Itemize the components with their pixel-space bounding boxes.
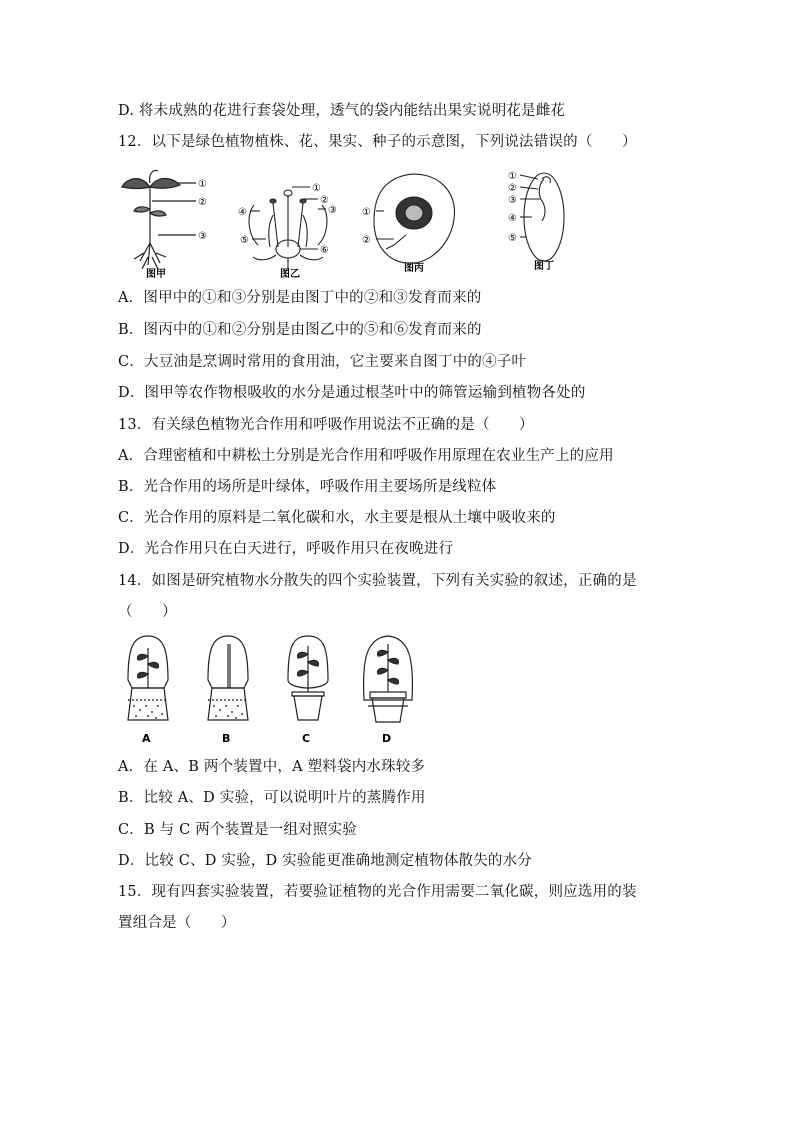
ding-mark-3: ③ [508, 195, 517, 206]
apparatus-d [364, 636, 413, 722]
jia-mark-1: ① [198, 179, 207, 190]
q13-option-a: A．合理密植和中耕松土分别是光合作用和呼吸作用原理在农业生产上的应用 [118, 448, 614, 464]
caption-ding: 图丁 [534, 261, 554, 272]
q12-option-a: A．图甲中的①和③分别是由图丁中的②和③发育而来的 [118, 290, 482, 306]
figure-14-drawing [118, 630, 438, 746]
caption-b: B [222, 732, 231, 745]
caption-jia: 图甲 [146, 269, 166, 280]
q12-stem: 12．以下是绿色植物植株、花、果实、种子的示意图，下列说法错误的（ ） [118, 134, 637, 150]
bing-mark-2: ② [362, 235, 371, 246]
jia-mark-2: ② [198, 197, 207, 208]
q14-option-b: B．比较 A、D 实验，可以说明叶片的蒸腾作用 [118, 790, 426, 806]
q13-option-c: C．光合作用的原料是二氧化碳和水，水主要是根从土壤中吸收来的 [118, 510, 556, 526]
q14-answer-paren: （ ） [118, 604, 177, 620]
q14-stem: 14．如图是研究植物水分散失的四个实验装置，下列有关实验的叙述，正确的是 [118, 573, 637, 589]
caption-bing: 图丙 [404, 263, 424, 274]
figure-12 [118, 165, 578, 280]
q15-stem-continued: 置组合是（ ） [118, 915, 236, 931]
q13-option-d: D．光合作用只在白天进行，呼吸作用只在夜晚进行 [118, 541, 454, 557]
yi-mark-1: ① [312, 183, 321, 194]
q13-option-b: B．光合作用的场所是叶绿体，呼吸作用主要场所是线粒体 [118, 479, 497, 495]
ding-mark-5: ⑤ [508, 233, 517, 244]
apparatus-b [208, 636, 248, 720]
yi-mark-5: ⑤ [240, 235, 249, 246]
bing-mark-1: ① [362, 207, 371, 218]
yi-mark-2: ② [320, 195, 329, 206]
apparatus-a [128, 636, 168, 720]
caption-a: A [142, 732, 151, 745]
q12-option-d: D．图甲等农作物根吸收的水分是通过根茎叶中的筛管运输到植物各处的 [118, 385, 586, 401]
q13-stem: 13．有关绿色植物光合作用和呼吸作用说法不正确的是（ ） [118, 417, 534, 433]
caption-d: D [382, 732, 392, 745]
figure-12-drawing [118, 165, 578, 280]
q12-option-b: B．图丙中的①和②分别是由图乙中的⑤和⑥发育而来的 [118, 322, 482, 338]
ding-mark-1: ① [508, 171, 517, 182]
q12-option-c: C．大豆油是烹调时常用的食用油，它主要来自图丁中的④子叶 [118, 354, 527, 370]
yi-mark-3: ③ [328, 205, 337, 216]
flower-illustration [249, 187, 327, 271]
q15-stem: 15．现有四套实验装置，若要验证植物的光合作用需要二氧化碳，则应选用的装 [118, 884, 637, 900]
ding-mark-2: ② [508, 183, 517, 194]
caption-yi: 图乙 [280, 269, 300, 280]
yi-mark-4: ④ [238, 207, 247, 218]
q11-option-d: D. 将未成熟的花进行套袋处理，透气的袋内能结出果实说明花是雌花 [118, 103, 566, 119]
seed-illustration [520, 173, 564, 261]
q14-option-d: D．比较 C、D 实验，D 实验能更准确地测定植物体散失的水分 [118, 853, 532, 869]
ding-mark-4: ④ [508, 213, 517, 224]
apparatus-c [288, 636, 328, 720]
jia-mark-3: ③ [198, 231, 207, 242]
q14-option-a: A．在 A、B 两个装置中，A 塑料袋内水珠较多 [118, 759, 426, 775]
yi-mark-6: ⑥ [320, 245, 329, 256]
figure-14 [118, 630, 438, 746]
fruit-illustration [374, 174, 454, 263]
caption-c: C [302, 732, 311, 745]
plant-illustration [122, 171, 196, 270]
q14-option-c: C．B 与 C 两个装置是一组对照实验 [118, 822, 357, 838]
